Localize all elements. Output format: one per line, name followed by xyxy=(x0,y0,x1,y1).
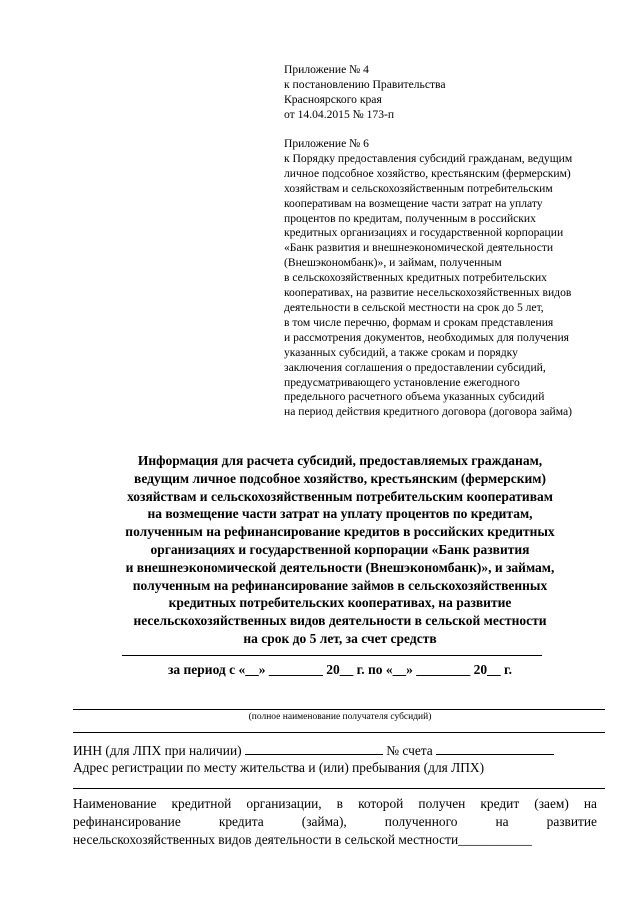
appendix-6-line: (Внешэкономбанк)», и займам, полученным xyxy=(284,256,502,270)
recipient-name-caption: (полное наименование получателя субсидий) xyxy=(248,712,432,722)
appendix-6-line: хозяйствам и сельскохозяйственным потребительским xyxy=(284,181,553,195)
appendix-6-line: деятельности в сельской местности на срок до 5 лет, xyxy=(284,300,544,314)
credit-org-line-1: Наименование кредитной организации, в которой получен кредит (заем) на xyxy=(73,796,597,811)
appendix-6-line: в сельскохозяйственных кредитных потребительских xyxy=(284,271,547,285)
credit-org-line-3[interactable]: несельскохозяйственных видов деятельности в сельской местности___________ xyxy=(73,832,532,847)
title-line: ведущим личное подсобное хозяйство, крестьянским (фермерским) xyxy=(134,470,546,486)
appendix-6-line: и рассмотрения документов, необходимых для получения xyxy=(284,330,569,344)
appendix-6-line: предусматривающего установление ежегодного xyxy=(284,375,520,389)
appendix-6-line: Приложение № 6 xyxy=(284,137,369,150)
appendix-6-line: кредитных организациях и государственной корпорации xyxy=(284,226,564,240)
title-line: полученным на рефинансирование займов в сельскохозяйственных xyxy=(132,577,548,593)
appendix-4-line: Приложение № 4 xyxy=(284,63,369,76)
recipient-name-blank[interactable] xyxy=(73,709,605,710)
account-field[interactable] xyxy=(436,742,554,755)
title-line: полученным на рефинансирование кредитов в российских кредитных xyxy=(125,524,555,540)
appendix-6-line: процентов по кредитам, полученным в российских xyxy=(284,211,536,225)
address-blank[interactable] xyxy=(73,788,605,789)
funding-source-blank[interactable] xyxy=(122,655,542,656)
recipient-name-blank-2[interactable] xyxy=(73,732,605,733)
appendix-6-line: личное подсобное хозяйство, крестьянским (фермерским) xyxy=(284,166,571,180)
appendix-6-line: кооперативах, на развитие несельскохозяйственных видов xyxy=(284,286,572,300)
appendix-6-header xyxy=(284,137,614,420)
appendix-4-line: от 14.04.2015 № 173-п xyxy=(284,107,395,121)
inn-label: ИНН (для ЛПХ при наличии) xyxy=(73,743,242,758)
appendix-4-line: Красноярского края xyxy=(284,92,382,106)
title-line: кредитных потребительских кооперативах, на развитие xyxy=(168,595,512,611)
appendix-6-line: «Банк развития и внешнеэкономической деятельности xyxy=(284,241,554,255)
title-line: несельскохозяйственных видов деятельности в сельской местности xyxy=(133,613,547,629)
appendix-6-line: в том числе перечню, формам и срокам представления xyxy=(284,315,554,329)
appendix-6-line: заключения соглашения о предоставлении субсидий, xyxy=(284,360,546,374)
appendix-4-line: к постановлению Правительства xyxy=(284,77,446,91)
title-line: Информация для расчета субсидий, предоставляемых гражданам, xyxy=(137,453,543,468)
appendix-6-line: предельного расчетного объема указанных субсидий xyxy=(284,390,545,404)
inn-field[interactable] xyxy=(245,742,383,755)
inn-account-line xyxy=(73,742,605,759)
account-label: № счета xyxy=(386,743,433,758)
title-line: на срок до 5 лет, за счет средств xyxy=(243,630,437,646)
address-label: Адрес регистрации по месту жительства и (или) пребывания (для ЛПХ) xyxy=(73,760,485,775)
title-line: хозяйствам и сельскохозяйственным потребительским кооперативам xyxy=(127,488,553,504)
appendix-6-line: указанных субсидий, а также срокам и порядку xyxy=(284,345,518,359)
title-line: и внешнеэкономической деятельности (Внешэкономбанк)», и займам, xyxy=(125,559,555,575)
appendix-6-line: кооперативам на возмещение части затрат на уплату xyxy=(284,196,543,210)
document-title xyxy=(70,452,610,648)
title-line: организациях и государственной корпорации «Банк развития xyxy=(150,541,530,557)
period-line[interactable]: за период с «__» ________ 20__ г. по «__» ________ 20__ г. xyxy=(167,662,513,677)
credit-org-line-2: рефинансирование кредита (займа), полученного на развитие xyxy=(73,814,597,829)
appendix-6-line: на период действия кредитного договора (договора займа) xyxy=(284,405,573,419)
title-line: на возмещение части затрат на уплату процентов по кредитам, xyxy=(147,506,533,522)
appendix-6-line: к Порядку предоставления субсидий гражданам, ведущим xyxy=(284,151,573,165)
appendix-4-header xyxy=(284,63,614,123)
